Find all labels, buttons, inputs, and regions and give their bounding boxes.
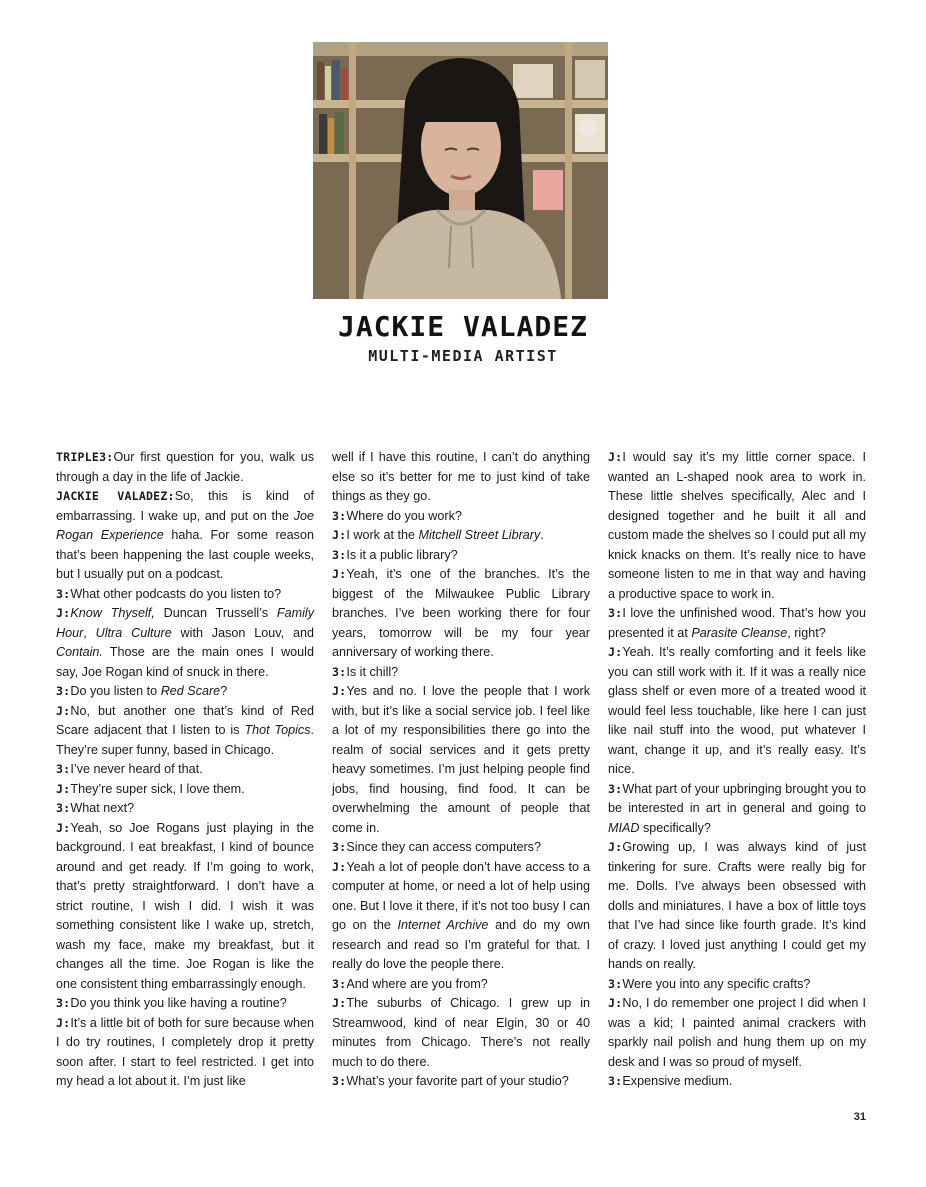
speaker-label: J:	[608, 450, 623, 464]
qa-paragraph	[332, 526, 590, 546]
paragraph-text: . They’re super funny, based in Chicago.	[56, 723, 314, 757]
paragraph-text: Expensive medium.	[622, 1074, 733, 1088]
speaker-label: J:	[332, 528, 347, 542]
paragraph-text: What’s your favorite part of your studio?	[346, 1074, 569, 1088]
paragraph-text: Is it a public library?	[346, 547, 458, 562]
paragraph-text: , right?	[787, 625, 826, 640]
paragraph-text: Yeah, so Joe Rogans just playing in the background. I eat breakfast, I kind of bounce around and get ready. If I’m going to work, that’s pretty straightforward. I don’t have a strict routine, I wish I did. I wish it was something consistent like I wake up, stretch, wash my face, make my breakfast, but it changes all the time. Joe Rogan is like the one consistent thing embarrassingly enough.	[56, 820, 314, 991]
podcast-title: Red Scare	[160, 684, 221, 698]
speaker-label: J:	[56, 781, 71, 796]
paragraph-text: Yes and no. I love the people that I work with, but it’s like a social service job. I feel like a lot of my responsibilities there go into the realm of social services and it gets pretty heavy sometimes. I’m just helping people find jobs, find housing, find food. It can be overwhelming the amount of people that come in.	[332, 684, 590, 835]
speaker-label: 3:	[332, 1074, 347, 1088]
speaker-label: 3:	[332, 840, 347, 854]
speaker-label: 3:	[332, 976, 347, 991]
paragraph-text: ?	[220, 684, 228, 698]
speaker-label: JACKIE VALADEZ:	[56, 489, 175, 503]
qa-paragraph	[332, 546, 590, 566]
qa-paragraph	[56, 819, 314, 995]
speaker-label: 3:	[332, 547, 347, 562]
qa-paragraph	[608, 838, 866, 975]
speaker-label: J:	[56, 820, 71, 835]
school-name: MIAD	[608, 820, 640, 835]
paragraph-text: No, but another one that’s kind of Red Scare adjacent that I listen to is	[56, 703, 314, 737]
speaker-label: TRIPLE3:	[56, 450, 114, 464]
speaker-label: 3:	[608, 1074, 623, 1088]
speaker-label: J:	[332, 996, 347, 1010]
paragraph-text: What other podcasts do you listen to?	[70, 586, 282, 601]
library-name: Mitchell Street Library	[418, 528, 541, 542]
qa-paragraph	[332, 1072, 590, 1092]
speaker-label: 3:	[56, 996, 71, 1010]
qa-paragraph	[332, 663, 590, 683]
paragraph-text: Those are the main ones I would say, Joe Rogan kind of snuck in there.	[56, 645, 314, 679]
paragraph-text: Were you into any specific crafts?	[622, 976, 811, 991]
paragraph-text: They’re super sick, I love them.	[70, 781, 245, 796]
paragraph-text: What part of your upbringing brought you to be interested in art in general and going to	[608, 781, 866, 815]
qa-paragraph	[332, 858, 590, 975]
paragraph-text: I work at the	[346, 528, 419, 542]
paragraph-text: So, this is kind of embarrassing. I wake up, and put on the	[56, 489, 315, 523]
qa-paragraph	[56, 682, 314, 702]
paragraph-text: Our first question for you, walk us through a day in the life of Jackie.	[56, 450, 314, 484]
speaker-label: J:	[332, 859, 347, 874]
paragraph-text: and do my own research and read so I’m grateful for that. I really do love the people there.	[332, 918, 590, 971]
paragraph-text: Duncan Trussell’s	[154, 606, 277, 620]
speaker-label: J:	[608, 840, 623, 854]
speaker-label: J:	[332, 567, 347, 581]
speaker-label: 3:	[608, 606, 623, 620]
paragraph-text: I’ve never heard of that.	[70, 762, 203, 776]
qa-paragraph	[56, 702, 314, 761]
qa-paragraph	[332, 448, 590, 507]
article-column-2	[332, 448, 590, 1092]
qa-paragraph	[332, 975, 590, 995]
exhibition-name: Parasite Cleanse	[691, 625, 788, 640]
speaker-label: J:	[56, 1015, 71, 1030]
paragraph-text: The suburbs of Chicago. I grew up in Streamwood, kind of near Elgin, 30 or 40 minutes from Chicago. There’s not really much to do there.	[332, 996, 590, 1069]
paragraph-text: Is it chill?	[346, 664, 399, 679]
paragraph-text: haha. For some reason that’s been happening the last couple weeks, but I usually put on a podcast.	[56, 528, 314, 581]
qa-paragraph	[332, 994, 590, 1072]
qa-paragraph	[608, 994, 866, 1072]
portrait-illustration	[313, 42, 608, 299]
qa-paragraph	[56, 994, 314, 1014]
paragraph-text: .	[540, 528, 544, 542]
qa-paragraph	[608, 643, 866, 780]
qa-paragraph	[56, 799, 314, 819]
speaker-label: J:	[56, 606, 71, 620]
paragraph-text: Growing up, I was always kind of just tinkering for sure. Crafts were really big for me. Dolls. I’ve always been obsessed with dolls and miniatures. I have a box of little toys that I’ve had since like fourth grade. It’s kind of crazy. I loved just anything I could get my hands on really.	[608, 840, 866, 971]
page-number: 31	[853, 1111, 866, 1123]
paragraph-text: Yeah. It’s really comforting and it feels like you can still work with it. If it was a really nice glass shelf or even more of a treated wood it would feel less touchable, like here I can just like nail stuff into the wood, put whatever I want, change it up, and it’s really easy. It’s nice.	[608, 645, 866, 776]
qa-paragraph	[608, 448, 866, 604]
paragraph-text: And where are you from?	[346, 976, 488, 991]
qa-paragraph	[332, 682, 590, 838]
qa-paragraph	[56, 487, 314, 585]
podcast-title: Know Thyself,	[70, 606, 155, 620]
artist-role: MULTI-MEDIA ARTIST	[368, 347, 558, 365]
paragraph-text: ,	[83, 625, 96, 640]
paragraph-text: Yeah a lot of people don’t have access to a computer at home, or need a lot of help using one. But I love it there, if it’s not too busy I can go on the	[332, 859, 590, 932]
podcast-title: Joe Rogan Experience	[56, 508, 314, 542]
speaker-label: 3:	[608, 781, 623, 796]
speaker-label: 3:	[56, 801, 71, 815]
speaker-label: 3:	[56, 586, 71, 601]
website-name: Internet Archive	[397, 918, 489, 932]
paragraph-text: Do you listen to	[70, 684, 161, 698]
paragraph-text: It’s a little bit of both for sure because when I do try routines, I completely drop it pretty soon after. I start to feel restricted. I get into my head a lot about it. I’m just like	[56, 1015, 314, 1088]
qa-paragraph	[332, 838, 590, 858]
article-column-1	[56, 448, 314, 1092]
speaker-label: J:	[608, 996, 623, 1010]
podcast-title: Ultra Culture	[95, 625, 172, 640]
speaker-label: 3:	[332, 508, 347, 523]
qa-paragraph	[608, 604, 866, 643]
paragraph-text: I love the unfinished wood. That’s how you presented it at	[608, 606, 866, 640]
paragraph-text: Do you think you like having a routine?	[70, 996, 287, 1010]
podcast-title: Contain.	[56, 645, 103, 659]
qa-paragraph	[608, 975, 866, 995]
paragraph-text: What next?	[70, 801, 135, 815]
speaker-label: 3:	[56, 684, 71, 698]
qa-paragraph	[332, 507, 590, 527]
qa-paragraph	[608, 780, 866, 839]
qa-paragraph	[56, 1014, 314, 1092]
speaker-label: J:	[56, 703, 71, 718]
speaker-label: 3:	[608, 976, 623, 991]
paragraph-text: I would say it’s my little corner space. I wanted an L-shaped nook area to work in. These little shelves specifically, Alec and I designed together and he built it all and custom made the shelves so I could put all my knick knacks on them. It’s really nice to have someone listen to me in that way and having a productive space to work in.	[608, 450, 866, 601]
speaker-label: 3:	[56, 762, 71, 776]
paragraph-text: No, I do remember one project I did when I was a kid; I painted animal crackers with sparkly nail polish and hung them up on my desk and I was so proud of myself.	[608, 996, 866, 1069]
paragraph-text: Yeah, it’s one of the branches. It’s the biggest of the Milwaukee Public Library branches. I’ve been working there for four years, tomorrow will be my four year anniversary of working there.	[332, 567, 590, 659]
paragraph-text: Where do you work?	[346, 508, 462, 523]
paragraph-text: with Jason Louv, and	[171, 625, 315, 640]
article-column-3	[608, 448, 866, 1092]
podcast-title: Thot Topics	[244, 723, 311, 737]
speaker-label: 3:	[332, 664, 347, 679]
qa-paragraph	[56, 780, 314, 800]
paragraph-text: well if I have this routine, I can’t do anything else so it’s better for me to just kind of take things as they go.	[332, 450, 590, 503]
qa-paragraph	[56, 585, 314, 605]
paragraph-text: Since they can access computers?	[346, 840, 541, 854]
podcast-title: Family Hour	[56, 606, 315, 640]
qa-paragraph	[608, 1072, 866, 1092]
artist-name: JACKIE VALADEZ	[337, 310, 588, 343]
portrait-photo	[313, 42, 608, 299]
qa-paragraph	[332, 565, 590, 663]
paragraph-text: specifically?	[639, 820, 711, 835]
qa-paragraph	[56, 760, 314, 780]
qa-paragraph	[56, 448, 314, 487]
speaker-label: J:	[608, 645, 623, 659]
qa-paragraph	[56, 604, 314, 682]
speaker-label: J:	[332, 684, 347, 698]
